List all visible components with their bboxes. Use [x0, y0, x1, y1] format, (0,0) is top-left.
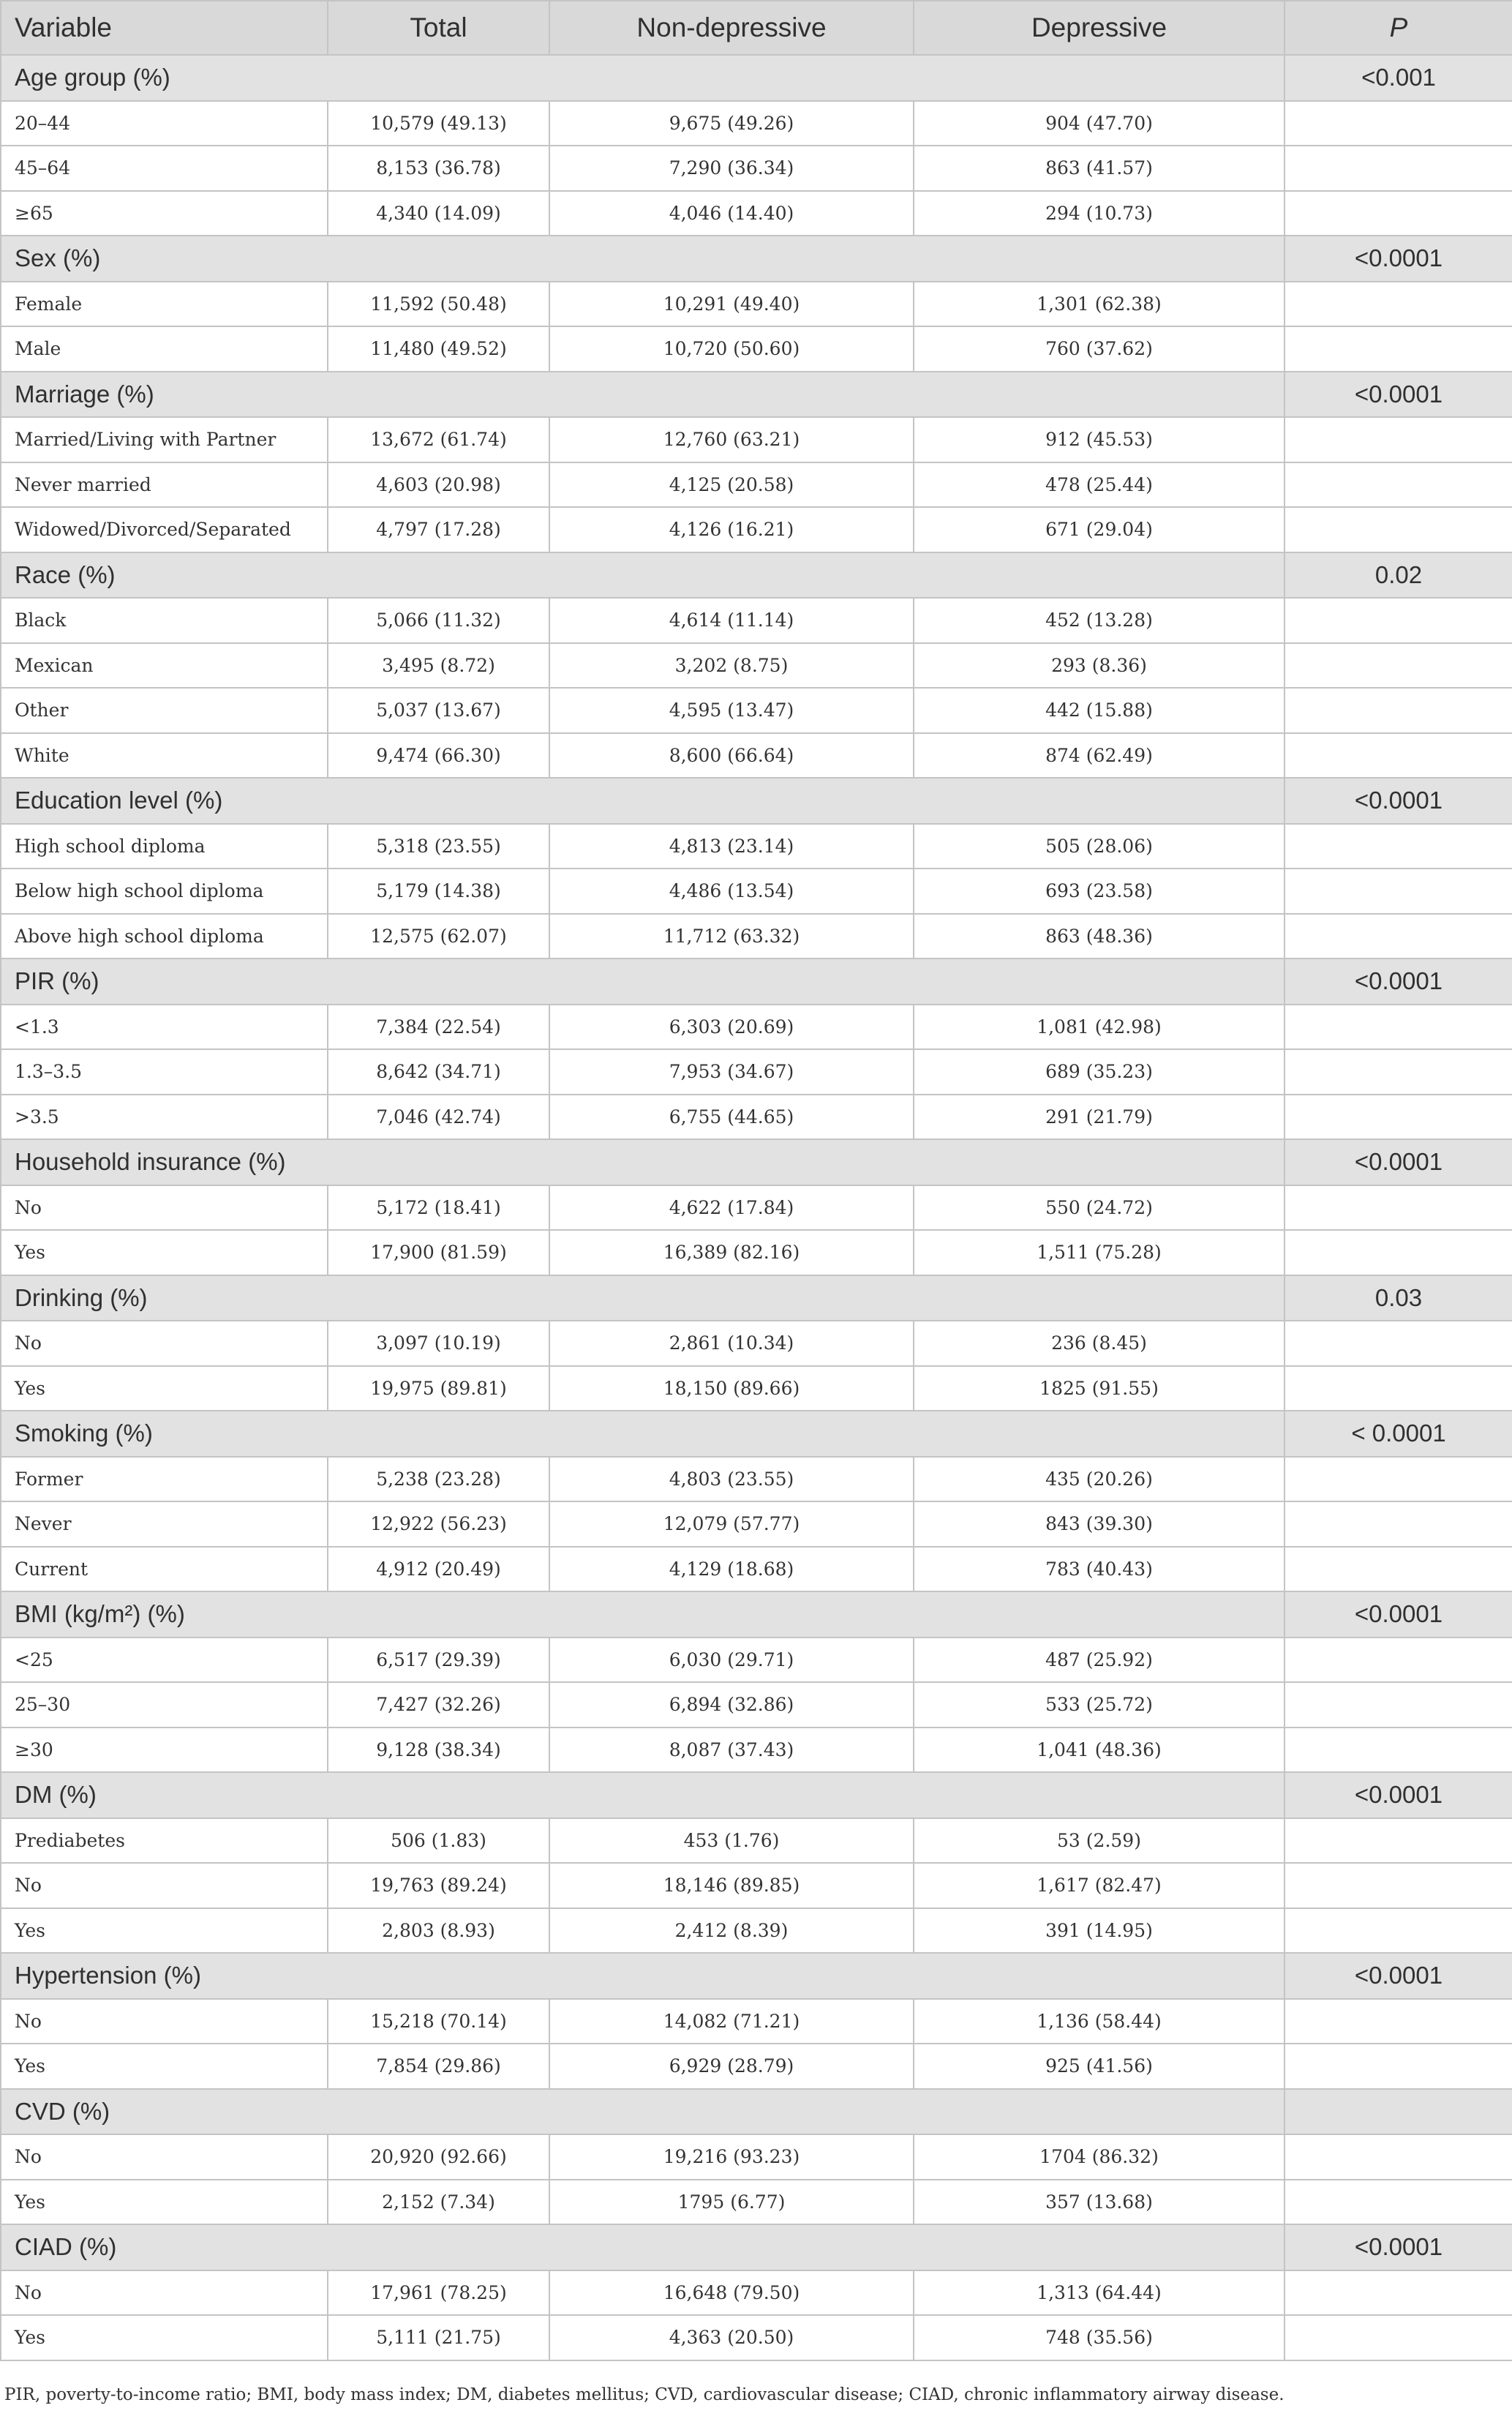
cell-p-empty: [1285, 1863, 1512, 1908]
cell-p-empty: [1285, 282, 1512, 327]
cell-non-depressive: 4,614 (11.14): [549, 598, 914, 643]
group-label: PIR (%): [1, 959, 1285, 1005]
cell-depressive: 863 (48.36): [914, 914, 1285, 959]
cell-total: 5,179 (14.38): [328, 869, 549, 914]
row-variable: Yes: [1, 2044, 328, 2089]
group-header-row: [1, 1411, 1512, 1457]
row-variable: Prediabetes: [1, 1818, 328, 1864]
cell-p-empty: [1285, 507, 1512, 552]
row-variable: Yes: [1, 1908, 328, 1954]
cell-depressive: 435 (20.26): [914, 1457, 1285, 1502]
cell-non-depressive: 11,712 (63.32): [549, 914, 914, 959]
cell-p-empty: [1285, 2180, 1512, 2225]
row-variable: Yes: [1, 2180, 328, 2225]
header-row: [1, 1, 1512, 55]
cell-total: 11,592 (50.48): [328, 282, 549, 327]
cell-depressive: 748 (35.56): [914, 2315, 1285, 2360]
group-p-value: <0.0001: [1285, 778, 1512, 824]
table-row: [1, 1999, 1512, 2044]
group-p-value: [1285, 2089, 1512, 2135]
row-variable: No: [1, 2270, 328, 2316]
cell-non-depressive: 8,087 (37.43): [549, 1728, 914, 1773]
cell-non-depressive: 7,953 (34.67): [549, 1049, 914, 1095]
table-row: [1, 2134, 1512, 2180]
cell-non-depressive: 9,675 (49.26): [549, 101, 914, 146]
group-header-row: [1, 372, 1512, 418]
table-row: [1, 1005, 1512, 1050]
cell-depressive: 689 (35.23): [914, 1049, 1285, 1095]
table-row: [1, 417, 1512, 462]
cell-total: 506 (1.83): [328, 1818, 549, 1864]
cell-non-depressive: 8,600 (66.64): [549, 733, 914, 779]
cell-non-depressive: 14,082 (71.21): [549, 1999, 914, 2044]
row-variable: Below high school diploma: [1, 869, 328, 914]
cell-total: 6,517 (29.39): [328, 1638, 549, 1683]
cell-non-depressive: 6,303 (20.69): [549, 1005, 914, 1050]
table-row: [1, 1501, 1512, 1547]
cell-non-depressive: 4,363 (20.50): [549, 2315, 914, 2360]
table-row: [1, 1728, 1512, 1773]
row-variable: No: [1, 1863, 328, 1908]
cell-depressive: 1,301 (62.38): [914, 282, 1285, 327]
group-p-value: <0.0001: [1285, 959, 1512, 1005]
cell-p-empty: [1285, 1366, 1512, 1411]
cell-total: 8,642 (34.71): [328, 1049, 549, 1095]
group-p-value: <0.0001: [1285, 372, 1512, 418]
cell-total: 7,427 (32.26): [328, 1682, 549, 1728]
group-label: Race (%): [1, 552, 1285, 599]
cell-depressive: 863 (41.57): [914, 146, 1285, 191]
cell-total: 2,803 (8.93): [328, 1908, 549, 1954]
row-variable: No: [1, 1999, 328, 2044]
row-variable: No: [1, 1185, 328, 1231]
group-header-row: [1, 552, 1512, 599]
cell-total: 5,172 (18.41): [328, 1185, 549, 1231]
table-row: [1, 101, 1512, 146]
cell-depressive: 442 (15.88): [914, 688, 1285, 733]
row-variable: >3.5: [1, 1095, 328, 1140]
cell-total: 2,152 (7.34): [328, 2180, 549, 2225]
row-variable: 25–30: [1, 1682, 328, 1728]
group-p-value: 0.03: [1285, 1275, 1512, 1321]
cell-depressive: 760 (37.62): [914, 326, 1285, 372]
cell-total: 13,672 (61.74): [328, 417, 549, 462]
cell-p-empty: [1285, 914, 1512, 959]
row-variable: No: [1, 1321, 328, 1366]
group-label: CIAD (%): [1, 2224, 1285, 2270]
row-variable: ≥30: [1, 1728, 328, 1773]
cell-depressive: 1,081 (42.98): [914, 1005, 1285, 1050]
cell-p-empty: [1285, 146, 1512, 191]
cell-p-empty: [1285, 1049, 1512, 1095]
table-row: [1, 191, 1512, 236]
cell-p-empty: [1285, 1321, 1512, 1366]
group-label: Age group (%): [1, 55, 1285, 101]
cell-non-depressive: 4,129 (18.68): [549, 1547, 914, 1592]
cell-non-depressive: 4,622 (17.84): [549, 1185, 914, 1231]
table-row: [1, 2044, 1512, 2089]
row-variable: 45–64: [1, 146, 328, 191]
group-header-row: [1, 55, 1512, 101]
cell-total: 19,975 (89.81): [328, 1366, 549, 1411]
cell-p-empty: [1285, 1818, 1512, 1864]
cell-depressive: 1,617 (82.47): [914, 1863, 1285, 1908]
table-row: [1, 1185, 1512, 1231]
table-row: [1, 462, 1512, 508]
cell-total: 4,797 (17.28): [328, 507, 549, 552]
cell-total: 4,912 (20.49): [328, 1547, 549, 1592]
cell-non-depressive: 6,755 (44.65): [549, 1095, 914, 1140]
table-row: [1, 1230, 1512, 1275]
group-p-value: <0.0001: [1285, 1772, 1512, 1818]
cell-p-empty: [1285, 869, 1512, 914]
cell-p-empty: [1285, 598, 1512, 643]
cell-depressive: 452 (13.28): [914, 598, 1285, 643]
cell-depressive: 478 (25.44): [914, 462, 1285, 508]
row-variable: Never married: [1, 462, 328, 508]
cell-total: 3,097 (10.19): [328, 1321, 549, 1366]
group-label: Education level (%): [1, 778, 1285, 824]
cell-p-empty: [1285, 1999, 1512, 2044]
cell-p-empty: [1285, 101, 1512, 146]
group-label: CVD (%): [1, 2089, 1285, 2135]
table-row: [1, 733, 1512, 779]
group-header-row: [1, 236, 1512, 282]
cell-p-empty: [1285, 643, 1512, 689]
cell-depressive: 904 (47.70): [914, 101, 1285, 146]
cell-depressive: 550 (24.72): [914, 1185, 1285, 1231]
table-row: [1, 1682, 1512, 1728]
cell-p-empty: [1285, 1457, 1512, 1502]
group-header-row: [1, 1953, 1512, 1999]
cell-p-empty: [1285, 1005, 1512, 1050]
group-header-row: [1, 959, 1512, 1005]
cell-non-depressive: 16,389 (82.16): [549, 1230, 914, 1275]
cell-non-depressive: 4,486 (13.54): [549, 869, 914, 914]
cell-depressive: 1,136 (58.44): [914, 1999, 1285, 2044]
row-variable: Above high school diploma: [1, 914, 328, 959]
cell-non-depressive: 18,150 (89.66): [549, 1366, 914, 1411]
cell-total: 4,340 (14.09): [328, 191, 549, 236]
group-label: Household insurance (%): [1, 1139, 1285, 1185]
cell-total: 15,218 (70.14): [328, 1999, 549, 2044]
row-variable: No: [1, 2134, 328, 2180]
cell-depressive: 391 (14.95): [914, 1908, 1285, 1954]
row-variable: Black: [1, 598, 328, 643]
table-row: [1, 1366, 1512, 1411]
cell-depressive: 294 (10.73): [914, 191, 1285, 236]
table-row: [1, 2270, 1512, 2316]
table-row: [1, 1095, 1512, 1140]
group-header-row: [1, 2224, 1512, 2270]
cell-p-empty: [1285, 462, 1512, 508]
table-row: [1, 2180, 1512, 2225]
table-row: [1, 326, 1512, 372]
cell-p-empty: [1285, 1682, 1512, 1728]
cell-p-empty: [1285, 2044, 1512, 2089]
row-variable: Mexican: [1, 643, 328, 689]
cell-depressive: 874 (62.49): [914, 733, 1285, 779]
group-label: Hypertension (%): [1, 1953, 1285, 1999]
table-row: [1, 146, 1512, 191]
cell-non-depressive: 6,030 (29.71): [549, 1638, 914, 1683]
cell-total: 5,238 (23.28): [328, 1457, 549, 1502]
cell-total: 5,066 (11.32): [328, 598, 549, 643]
cell-non-depressive: 1795 (6.77): [549, 2180, 914, 2225]
cell-depressive: 293 (8.36): [914, 643, 1285, 689]
cell-non-depressive: 2,861 (10.34): [549, 1321, 914, 1366]
cell-total: 3,495 (8.72): [328, 643, 549, 689]
cell-depressive: 912 (45.53): [914, 417, 1285, 462]
cell-non-depressive: 4,126 (16.21): [549, 507, 914, 552]
table-row: [1, 598, 1512, 643]
table-body: [1, 55, 1512, 2360]
cell-p-empty: [1285, 417, 1512, 462]
table-row: [1, 2315, 1512, 2360]
cell-p-empty: [1285, 326, 1512, 372]
cell-p-empty: [1285, 2270, 1512, 2316]
cell-non-depressive: 2,412 (8.39): [549, 1908, 914, 1954]
group-label: Sex (%): [1, 236, 1285, 282]
cell-p-empty: [1285, 1908, 1512, 1954]
cell-p-empty: [1285, 1230, 1512, 1275]
cell-total: 7,046 (42.74): [328, 1095, 549, 1140]
cell-total: 11,480 (49.52): [328, 326, 549, 372]
cell-non-depressive: 4,595 (13.47): [549, 688, 914, 733]
cell-total: 10,579 (49.13): [328, 101, 549, 146]
table-row: [1, 1908, 1512, 1954]
cell-non-depressive: 4,803 (23.55): [549, 1457, 914, 1502]
cell-total: 9,474 (66.30): [328, 733, 549, 779]
group-p-value: < 0.0001: [1285, 1411, 1512, 1457]
cell-depressive: 236 (8.45): [914, 1321, 1285, 1366]
cell-depressive: 533 (25.72): [914, 1682, 1285, 1728]
cell-depressive: 487 (25.92): [914, 1638, 1285, 1683]
row-variable: Never: [1, 1501, 328, 1547]
table-row: [1, 914, 1512, 959]
cell-non-depressive: 18,146 (89.85): [549, 1863, 914, 1908]
cell-non-depressive: 10,720 (50.60): [549, 326, 914, 372]
cell-non-depressive: 4,813 (23.14): [549, 824, 914, 869]
group-header-row: [1, 1591, 1512, 1638]
cell-non-depressive: 10,291 (49.40): [549, 282, 914, 327]
cell-total: 20,920 (92.66): [328, 2134, 549, 2180]
header-depressive: Depressive: [914, 1, 1285, 55]
group-p-value: <0.0001: [1285, 236, 1512, 282]
cell-p-empty: [1285, 1095, 1512, 1140]
header-total: Total: [328, 1, 549, 55]
table-row: [1, 824, 1512, 869]
cell-p-empty: [1285, 688, 1512, 733]
cell-total: 5,111 (21.75): [328, 2315, 549, 2360]
group-p-value: <0.001: [1285, 55, 1512, 101]
group-p-value: <0.0001: [1285, 2224, 1512, 2270]
group-label: Drinking (%): [1, 1275, 1285, 1321]
cell-total: 8,153 (36.78): [328, 146, 549, 191]
row-variable: Former: [1, 1457, 328, 1502]
header-variable: Variable: [1, 1, 328, 55]
cell-depressive: 357 (13.68): [914, 2180, 1285, 2225]
row-variable: Married/Living with Partner: [1, 417, 328, 462]
row-variable: <1.3: [1, 1005, 328, 1050]
cell-non-depressive: 16,648 (79.50): [549, 2270, 914, 2316]
group-header-row: [1, 2089, 1512, 2135]
row-variable: Other: [1, 688, 328, 733]
cell-non-depressive: 3,202 (8.75): [549, 643, 914, 689]
cell-non-depressive: 12,079 (57.77): [549, 1501, 914, 1547]
cell-non-depressive: 12,760 (63.21): [549, 417, 914, 462]
cell-p-empty: [1285, 1501, 1512, 1547]
cell-total: 12,575 (62.07): [328, 914, 549, 959]
cell-depressive: 925 (41.56): [914, 2044, 1285, 2089]
cell-p-empty: [1285, 733, 1512, 779]
cell-p-empty: [1285, 824, 1512, 869]
cell-total: 19,763 (89.24): [328, 1863, 549, 1908]
cell-non-depressive: 7,290 (36.34): [549, 146, 914, 191]
row-variable: 1.3–3.5: [1, 1049, 328, 1095]
table-row: [1, 1638, 1512, 1683]
group-header-row: [1, 1772, 1512, 1818]
group-p-value: <0.0001: [1285, 1591, 1512, 1638]
cell-total: 9,128 (38.34): [328, 1728, 549, 1773]
header-non-depressive: Non-depressive: [549, 1, 914, 55]
footnote: PIR, poverty-to-income ratio; BMI, body mass index; DM, diabetes mellitus; CVD, cardiovascular disease; CIAD, chronic inflammatory airway disease.: [4, 2385, 1285, 2404]
cell-p-empty: [1285, 1728, 1512, 1773]
cell-p-empty: [1285, 2134, 1512, 2180]
cell-non-depressive: 19,216 (93.23): [549, 2134, 914, 2180]
cell-p-empty: [1285, 1185, 1512, 1231]
cell-depressive: 783 (40.43): [914, 1547, 1285, 1592]
table-row: [1, 507, 1512, 552]
cell-p-empty: [1285, 1638, 1512, 1683]
cell-depressive: 671 (29.04): [914, 507, 1285, 552]
cell-depressive: 1,041 (48.36): [914, 1728, 1285, 1773]
row-variable: Yes: [1, 2315, 328, 2360]
cell-total: 5,318 (23.55): [328, 824, 549, 869]
cell-total: 17,961 (78.25): [328, 2270, 549, 2316]
table-row: [1, 1321, 1512, 1366]
cell-depressive: 53 (2.59): [914, 1818, 1285, 1864]
cell-depressive: 291 (21.79): [914, 1095, 1285, 1140]
cell-depressive: 505 (28.06): [914, 824, 1285, 869]
group-label: Smoking (%): [1, 1411, 1285, 1457]
header-p-value: P: [1285, 1, 1512, 55]
cell-depressive: 693 (23.58): [914, 869, 1285, 914]
cell-non-depressive: 4,046 (14.40): [549, 191, 914, 236]
group-p-value: 0.02: [1285, 552, 1512, 599]
table-row: [1, 1863, 1512, 1908]
cell-non-depressive: 6,929 (28.79): [549, 2044, 914, 2089]
row-variable: 20–44: [1, 101, 328, 146]
group-p-value: <0.0001: [1285, 1953, 1512, 1999]
table-row: [1, 1818, 1512, 1864]
table-row: [1, 688, 1512, 733]
row-variable: Yes: [1, 1366, 328, 1411]
row-variable: Male: [1, 326, 328, 372]
cell-depressive: 1,511 (75.28): [914, 1230, 1285, 1275]
cell-depressive: 1704 (86.32): [914, 2134, 1285, 2180]
cell-total: 7,854 (29.86): [328, 2044, 549, 2089]
cell-total: 4,603 (20.98): [328, 462, 549, 508]
cell-total: 5,037 (13.67): [328, 688, 549, 733]
group-header-row: [1, 778, 1512, 824]
table-row: [1, 1457, 1512, 1502]
row-variable: High school diploma: [1, 824, 328, 869]
group-label: Marriage (%): [1, 372, 1285, 418]
cell-p-empty: [1285, 191, 1512, 236]
row-variable: Female: [1, 282, 328, 327]
group-p-value: <0.0001: [1285, 1139, 1512, 1185]
table-row: [1, 869, 1512, 914]
cell-total: 12,922 (56.23): [328, 1501, 549, 1547]
group-header-row: [1, 1275, 1512, 1321]
row-variable: White: [1, 733, 328, 779]
row-variable: Yes: [1, 1230, 328, 1275]
table-row: [1, 282, 1512, 327]
cell-depressive: 1825 (91.55): [914, 1366, 1285, 1411]
cell-p-empty: [1285, 2315, 1512, 2360]
cell-non-depressive: 453 (1.76): [549, 1818, 914, 1864]
group-label: BMI (kg/m²) (%): [1, 1591, 1285, 1638]
row-variable: Widowed/Divorced/Separated: [1, 507, 328, 552]
cell-total: 7,384 (22.54): [328, 1005, 549, 1050]
row-variable: ≥65: [1, 191, 328, 236]
table-row: [1, 643, 1512, 689]
cell-non-depressive: 6,894 (32.86): [549, 1682, 914, 1728]
cell-depressive: 843 (39.30): [914, 1501, 1285, 1547]
table-row: [1, 1049, 1512, 1095]
table-row: [1, 1547, 1512, 1592]
cell-p-empty: [1285, 1547, 1512, 1592]
cell-depressive: 1,313 (64.44): [914, 2270, 1285, 2316]
row-variable: Current: [1, 1547, 328, 1592]
row-variable: <25: [1, 1638, 328, 1683]
cell-non-depressive: 4,125 (20.58): [549, 462, 914, 508]
group-header-row: [1, 1139, 1512, 1185]
cell-total: 17,900 (81.59): [328, 1230, 549, 1275]
group-label: DM (%): [1, 1772, 1285, 1818]
